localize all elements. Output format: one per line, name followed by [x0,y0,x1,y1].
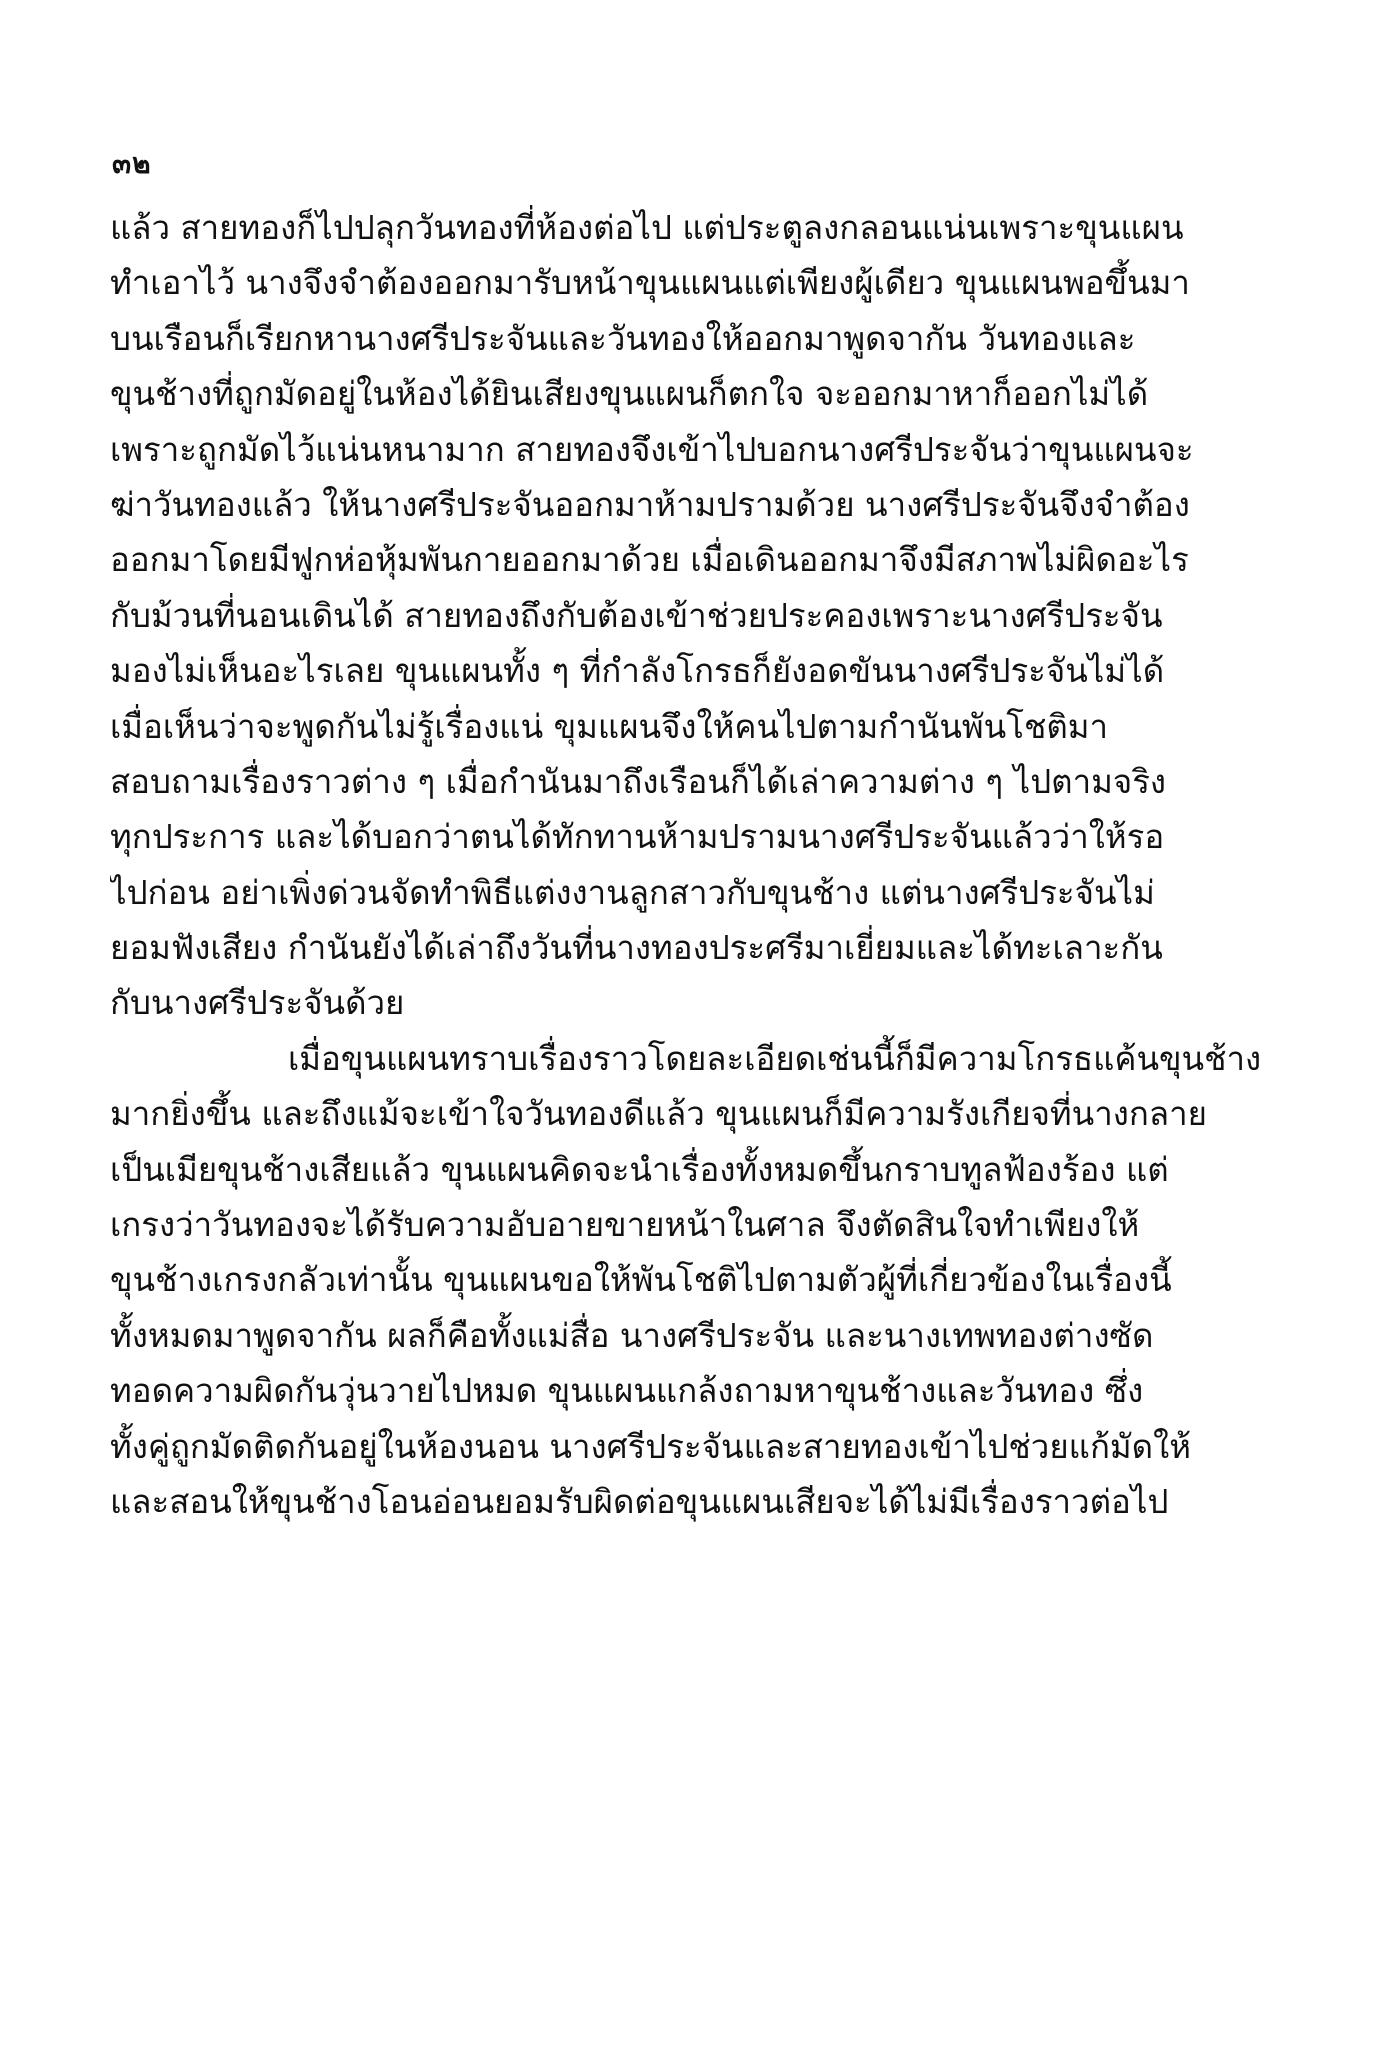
text-line: ยอมฟังเสียง กำนันยังได้เล่าถึงวันที่นางทองประศรีมาเยี่ยมและได้ทะเลาะกัน [110,928,1163,968]
paragraph [110,200,1300,1031]
text-line: ทุกประการ และได้บอกว่าตนได้ทักทานห้ามปรามนางศรีประจันแล้วว่าให้รอ [110,817,1165,857]
text-line: และสอนให้ขุนช้างโอนอ่อนยอมรับผิดต่อขุนแผนเสียจะได้ไม่มีเรื่องราวต่อไป [110,1481,1169,1521]
text-line: ออกมาโดยมีฟูกห่อหุ้มพันกายออกมาด้วย เมื่อเดินออกมาจึงมีสภาพไม่ผิดอะไร [110,540,1189,580]
text-line: ทำเอาไว้ นางจึงจำต้องออกมารับหน้าขุนแผนแต่เพียงผู้เดียว ขุนแผนพอขึ้นมา [110,263,1190,303]
text-line: เพราะถูกมัดไว้แน่นหนามาก สายทองจึงเข้าไปบอกนางศรีประจันว่าขุนแผนจะ [110,429,1194,469]
text-line: เกรงว่าวันทองจะได้รับความอับอายขายหน้าในศาล จึงตัดสินใจทำเพียงให้ [110,1205,1140,1245]
text-line: กับนางศรีประจันด้วย [110,983,405,1023]
text-line: เป็นเมียขุนช้างเสียแล้ว ขุนแผนคิดจะนำเรื่องทั้งหมดขึ้นกราบทูลฟ้องร้อง แต่ [110,1149,1169,1189]
page-number: ๓๒ [112,147,152,180]
body-text [110,200,1300,1529]
text-line: แล้ว สายทองก็ไปปลุกวันทองที่ห้องต่อไป แต่ประตูลงกลอนแน่นเพราะขุนแผน [110,208,1184,247]
text-line: ไปก่อน อย่าเพิ่งด่วนจัดทำพิธีแต่งงานลูกสาวกับขุนช้าง แต่นางศรีประจันไม่ [110,872,1155,912]
text-line: สอบถามเรื่องราวต่าง ๆ เมื่อกำนันมาถึงเรือนก็ได้เล่าความต่าง ๆ ไปตามจริง [110,761,1167,801]
paragraph [110,1031,1300,1530]
text-line: บนเรือนก็เรียกหานางศรีประจันและวันทองให้ออกมาพูดจากัน วันทองและ [110,318,1136,358]
text-line: ทั้งหมดมาพูดจากัน ผลก็คือทั้งแม่สื่อ นางศรีประจัน และนางเทพทองต่างซัด [110,1315,1154,1355]
text-line: มองไม่เห็นอะไรเลย ขุนแผนทั้ง ๆ ที่กำลังโกรธก็ยังอดขันนางศรีประจันไม่ได้ [110,651,1165,691]
text-line: เมื่อเห็นว่าจะพูดกันไม่รู้เรื่องแน่ ขุมแผนจึงให้คนไปตามกำนันพันโชติมา [110,706,1109,746]
text-line: ขุนช้างเกรงกลัวเท่านั้น ขุนแผนขอให้พันโชติไปตามตัวผู้ที่เกี่ยวข้องในเรื่องนี้ [110,1260,1172,1300]
text-line: เมื่อขุนแผนทราบเรื่องราวโดยละเอียดเช่นนี้ก็มีความโกรธแค้นขุนช้าง [288,1038,1262,1078]
text-line: มากยิ่งขึ้น และถึงแม้จะเข้าใจวันทองดีแล้ว ขุนแผนก็มีความรังเกียจที่นางกลาย [110,1094,1207,1134]
text-line: ขุนช้างที่ถูกมัดอยู่ในห้องได้ยินเสียงขุนแผนก็ตกใจ จะออกมาหาก็ออกไม่ได้ [110,374,1149,414]
text-line: ฆ่าวันทองแล้ว ให้นางศรีประจันออกมาห้ามปรามด้วย นางศรีประจันจึงจำต้อง [110,484,1190,524]
text-line: ทั้งคู่ถูกมัดติดกันอยู่ในห้องนอน นางศรีประจันและสายทองเข้าไปช่วยแก้มัดให้ [110,1426,1191,1466]
text-line: กับม้วนที่นอนเดินได้ สายทองถึงกับต้องเข้าช่วยประคองเพราะนางศรีประจัน [110,595,1163,635]
text-line: ทอดความผิดกันวุ่นวายไปหมด ขุนแผนแกล้งถามหาขุนช้างและวันทอง ซึ่ง [110,1371,1144,1411]
